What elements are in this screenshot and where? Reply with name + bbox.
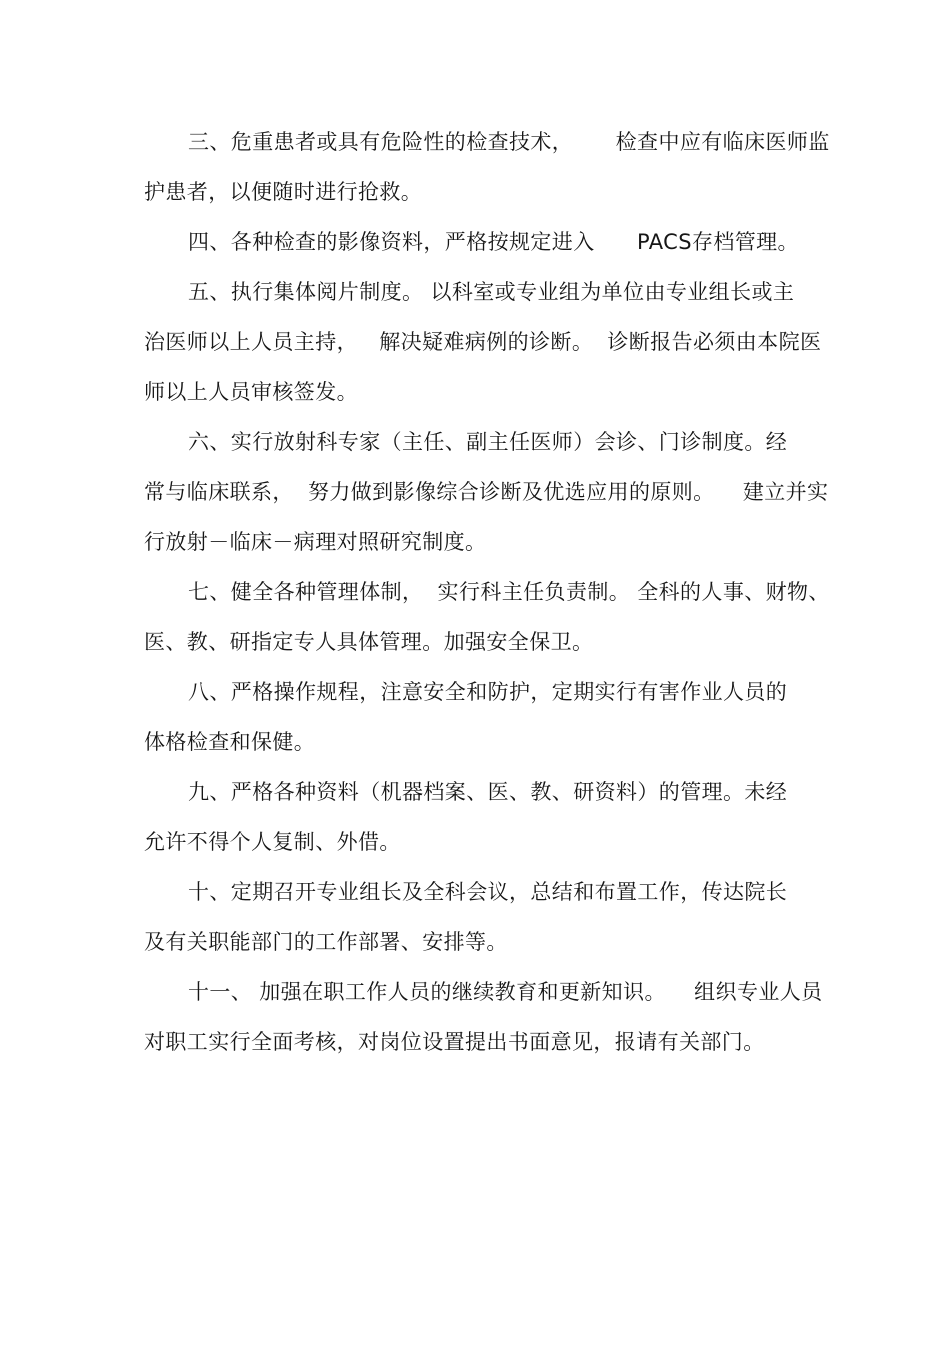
paragraph-p5-line-1: 五、执行集体阅片制度。 以科室或专业组为单位由专业组长或主 [188, 280, 795, 304]
paragraph-p10-line-1: 十、定期召开专业组长及全科会议，总结和布置工作，传达院长 [188, 880, 788, 904]
paragraph-p6-line-2: 常与临床联系， 努力做到影像综合诊断及优选应用的原则。 建立并实 [144, 480, 829, 504]
paragraph-p4-line-1: 四、各种检查的影像资料，严格按规定进入 PACS存档管理。 [188, 230, 799, 254]
paragraph-p7-line-2: 医、教、研指定专人具体管理。加强安全保卫。 [144, 630, 594, 654]
paragraph-p11-line-1: 十一、 加强在职工作人员的继续教育和更新知识。 组织专业人员 [188, 980, 823, 1004]
paragraph-p8-line-1: 八、严格操作规程，注意安全和防护，定期实行有害作业人员的 [188, 680, 788, 704]
paragraph-p7-line-1: 七、健全各种管理体制， 实行科主任负责制。 全科的人事、财物、 [188, 580, 830, 604]
paragraph-p8-line-2: 体格检查和保健。 [144, 730, 316, 754]
paragraph-p5-line-2: 治医师以上人员主持， 解决疑难病例的诊断。 诊断报告必须由本院医 [144, 330, 822, 354]
paragraph-p9-line-1: 九、严格各种资料（机器档案、医、教、研资料）的管理。未经 [188, 780, 788, 804]
paragraph-p11-line-2: 对职工实行全面考核，对岗位设置提出书面意见，报请有关部门。 [144, 1030, 765, 1054]
paragraph-p3-line-2: 护患者，以便随时进行抢救。 [144, 180, 423, 204]
paragraph-p6-line-1: 六、实行放射科专家（主任、副主任医师）会诊、门诊制度。经 [188, 430, 788, 454]
paragraph-p3-line-1: 三、危重患者或具有危险性的检查技术， 检查中应有临床医师监 [188, 130, 830, 154]
paragraph-p5-line-3: 师以上人员审核签发。 [144, 380, 358, 404]
paragraph-p6-line-3: 行放射－临床－病理对照研究制度。 [144, 530, 487, 554]
paragraph-p9-line-2: 允许不得个人复制、外借。 [144, 830, 401, 854]
paragraph-p10-line-2: 及有关职能部门的工作部署、安排等。 [144, 930, 508, 954]
